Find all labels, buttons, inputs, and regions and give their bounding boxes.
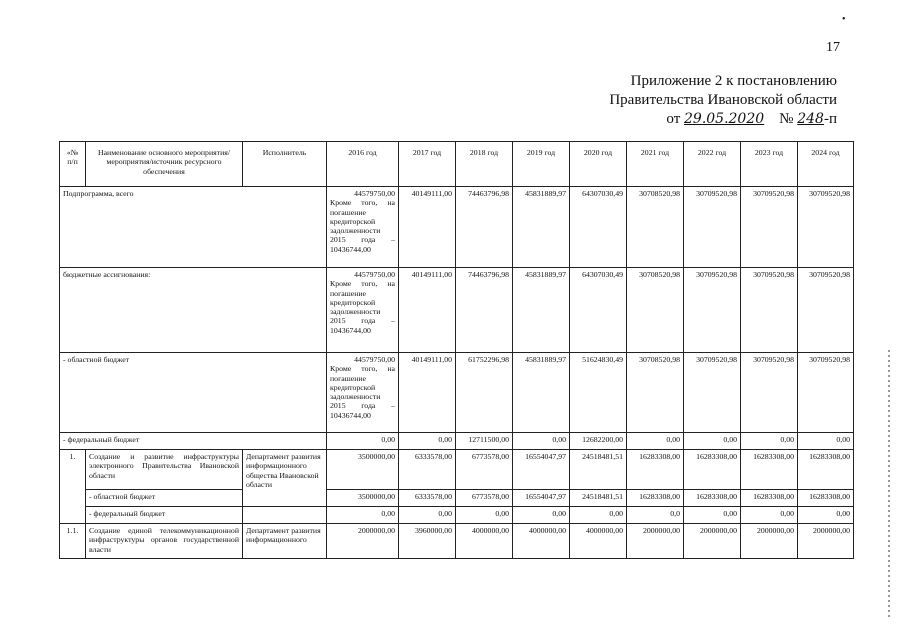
cell-value: 16554047,97 — [513, 490, 570, 507]
cell-value: 24518481,51 — [570, 450, 627, 490]
cell-value: 12711500,00 — [456, 433, 513, 450]
cell-value: 45831889,97 — [513, 353, 570, 433]
cell-value: 40149111,00 — [399, 187, 456, 268]
cell-value: 30709520,98 — [798, 187, 854, 268]
cell-value: 30709520,98 — [741, 268, 798, 353]
value-2016: 44579750,00 — [354, 189, 395, 198]
header-row — [60, 142, 854, 187]
cell-value: 0,0 — [627, 507, 684, 524]
cell-value: 3500000,00 — [327, 450, 399, 490]
cell-value: 51624830,49 — [570, 353, 627, 433]
table-row — [60, 490, 854, 507]
header-cell: 2021 год — [627, 142, 684, 187]
row-name: Подпрограмма, всего — [60, 187, 327, 268]
note-2016: Кроме того, на погашение кредиторской задолженности 2015 года – 10436744,00 — [330, 198, 395, 254]
header-line-1: Приложение 2 к постановлению — [630, 73, 837, 89]
note-2016: Кроме того, на погашение кредиторской задолженности 2015 года – 10436744,00 — [330, 279, 395, 335]
header-cell: 2024 год — [798, 142, 854, 187]
number-suffix: -п — [823, 111, 837, 127]
row-name: бюджетные ассигнования: — [60, 268, 327, 353]
header-cell: 2017 год — [399, 142, 456, 187]
handwritten-date: 29.05.2020 — [684, 111, 765, 127]
cell-value: 61752296,98 — [456, 353, 513, 433]
cell-value: 0,00 — [327, 433, 399, 450]
cell-value: 16283308,00 — [741, 490, 798, 507]
row-name: Создание и развитие инфраструктуры электронного Правительства Ивановской области — [86, 450, 243, 490]
cell-value: 2000000,00 — [684, 524, 741, 559]
header-cell: 2018 год — [456, 142, 513, 187]
cell-value: 0,00 — [456, 507, 513, 524]
header-cell: 2022 год — [684, 142, 741, 187]
cell-value: 16554047,97 — [513, 450, 570, 490]
resource-table — [59, 141, 854, 559]
cell-value: 30709520,98 — [684, 353, 741, 433]
header-cell: Наименование основного мероприятия/мероприятия/источник ресурсного обеспечения — [86, 142, 243, 187]
row-name: - областной бюджет — [86, 490, 243, 507]
cell-value: 2000000,00 — [798, 524, 854, 559]
cell-value: 0,00 — [513, 433, 570, 450]
cell-value: 3500000,00 — [327, 490, 399, 507]
header-cell: 2023 год — [741, 142, 798, 187]
cell-value: 0,00 — [327, 507, 399, 524]
cell-value: 2000000,00 — [741, 524, 798, 559]
cell-value: 0,00 — [798, 507, 854, 524]
cell-2016 — [327, 187, 399, 268]
cell-value: 16283308,00 — [684, 450, 741, 490]
value-2016: 44579750,00 — [354, 270, 395, 279]
header-cell: 2020 год — [570, 142, 627, 187]
row-number: 1.1. — [60, 524, 86, 559]
scan-edge-artifact — [888, 350, 890, 620]
number-sign: № — [779, 111, 794, 127]
cell-value: 16283308,00 — [741, 450, 798, 490]
header-cell: «№ п/п — [60, 142, 86, 187]
from-prefix: от — [666, 111, 681, 127]
document-header — [609, 72, 837, 129]
table-row — [60, 507, 854, 524]
row-executor: Департамент развития информационного общества Ивановской области — [243, 450, 327, 507]
cell-value: 64307030,49 — [570, 268, 627, 353]
cell-value: 24518481,51 — [570, 490, 627, 507]
header-cell: 2019 год — [513, 142, 570, 187]
row-number: 1. — [60, 450, 86, 524]
cell-value: 0,00 — [513, 507, 570, 524]
cell-value: 2000000,00 — [627, 524, 684, 559]
cell-2016 — [327, 268, 399, 353]
cell-value: 30708520,98 — [627, 353, 684, 433]
cell-value: 16283308,00 — [627, 490, 684, 507]
row-name: - областной бюджет — [60, 353, 327, 433]
cell-value: 4000000,00 — [570, 524, 627, 559]
row-executor: Департамент развития информационного — [243, 524, 327, 559]
cell-value: 40149111,00 — [399, 268, 456, 353]
cell-value: 0,00 — [627, 433, 684, 450]
cell-value: 6773578,00 — [456, 450, 513, 490]
cell-2016 — [327, 353, 399, 433]
table-row — [60, 524, 854, 559]
cell-value: 16283308,00 — [798, 450, 854, 490]
table-row — [60, 450, 854, 490]
cell-value: 40149111,00 — [399, 353, 456, 433]
header-date-number-line — [609, 110, 837, 129]
cell-value: 6773578,00 — [456, 490, 513, 507]
table-row — [60, 353, 854, 433]
cell-value: 30708520,98 — [627, 268, 684, 353]
row-name: - федеральный бюджет — [60, 433, 327, 450]
cell-value: 64307030,49 — [570, 187, 627, 268]
row-name: Создание единой телекоммуникационной инфраструктуры органов государственной власти — [86, 524, 243, 559]
cell-value: 30709520,98 — [741, 353, 798, 433]
cell-value: 0,00 — [399, 507, 456, 524]
cell-value: 0,00 — [684, 433, 741, 450]
header-cell: 2016 год — [327, 142, 399, 187]
cell-value: 0,00 — [741, 507, 798, 524]
cell-value: 74463796,98 — [456, 187, 513, 268]
cell-value: 45831889,97 — [513, 268, 570, 353]
note-2016: Кроме того, на погашение кредиторской задолженности 2015 года – 10436744,00 — [330, 364, 395, 420]
table-row — [60, 433, 854, 450]
cell-value: 30709520,98 — [684, 187, 741, 268]
page-number: 17 — [826, 40, 840, 55]
cell-value: 0,00 — [741, 433, 798, 450]
cell-value: 0,00 — [399, 433, 456, 450]
cell-value: 4000000,00 — [456, 524, 513, 559]
cell-value: 30709520,98 — [798, 353, 854, 433]
cell-value: 74463796,98 — [456, 268, 513, 353]
corner-mark: • — [842, 14, 846, 25]
cell-value: 3960000,00 — [399, 524, 456, 559]
row-name: - федеральный бюджет — [86, 507, 243, 524]
cell-value: 16283308,00 — [684, 490, 741, 507]
cell-value: 6333578,00 — [399, 490, 456, 507]
cell-value: 12682200,00 — [570, 433, 627, 450]
table-row — [60, 187, 854, 268]
cell-value: 4000000,00 — [513, 524, 570, 559]
header-line-2: Правительства Ивановской области — [609, 92, 837, 108]
table-row — [60, 268, 854, 353]
header-cell: Исполнитель — [243, 142, 327, 187]
handwritten-number: 248 — [797, 111, 824, 127]
cell-value: 2000000,00 — [327, 524, 399, 559]
cell-value: 0,00 — [798, 433, 854, 450]
cell-value: 16283308,00 — [627, 450, 684, 490]
row-executor-empty — [243, 507, 327, 524]
cell-value: 0,00 — [684, 507, 741, 524]
cell-value: 0,00 — [570, 507, 627, 524]
cell-value: 6333578,00 — [399, 450, 456, 490]
cell-value: 30709520,98 — [798, 268, 854, 353]
cell-value: 30709520,98 — [684, 268, 741, 353]
cell-value: 30708520,98 — [627, 187, 684, 268]
cell-value: 30709520,98 — [741, 187, 798, 268]
value-2016: 44579750,00 — [354, 355, 395, 364]
cell-value: 16283308,00 — [798, 490, 854, 507]
cell-value: 45831889,97 — [513, 187, 570, 268]
